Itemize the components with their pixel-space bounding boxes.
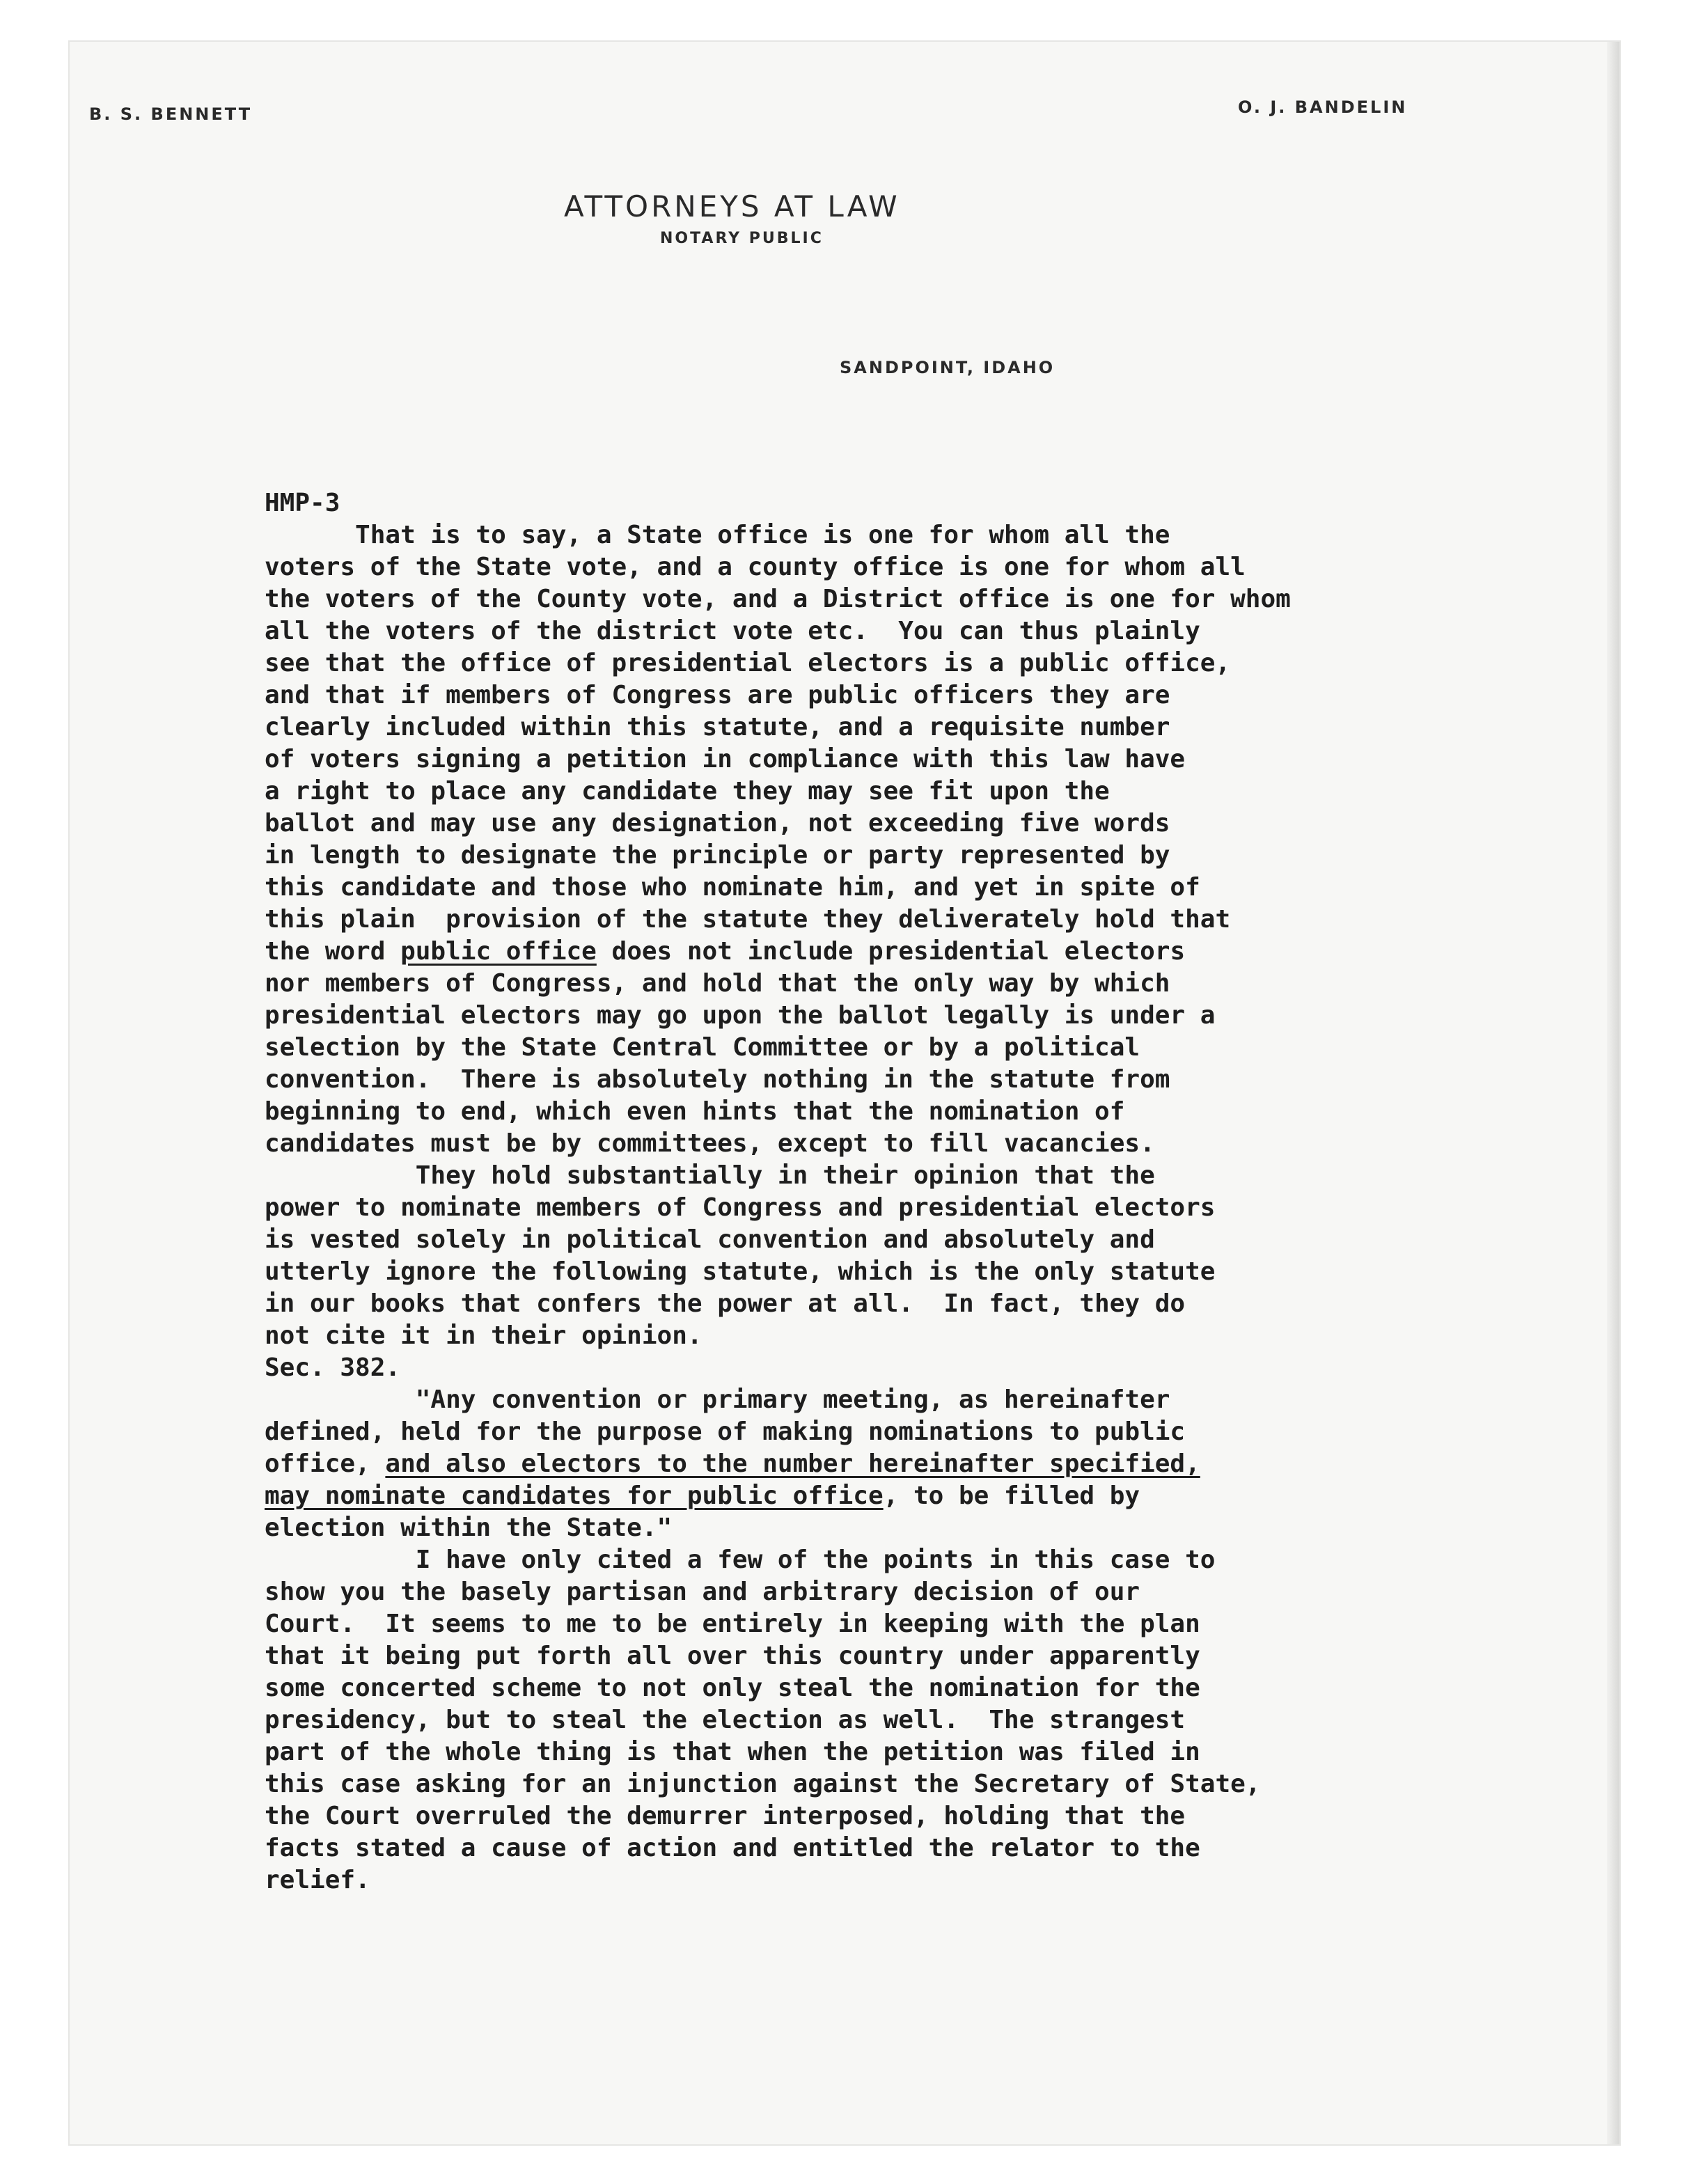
underlined-text: public office (400, 937, 597, 966)
paragraph-1 (265, 519, 1539, 936)
text-line: the voters of the County vote, and a District office is one for whom (265, 585, 1291, 613)
letterhead-subtitle: NOTARY PUBLIC (660, 230, 824, 247)
text-line: voters of the State vote, and a county office is one for whom all (265, 553, 1246, 581)
text-line: They hold substantially in their opinion that the (265, 1161, 1155, 1190)
text-line: see that the office of presidential electors is a public office, (265, 649, 1231, 677)
text-line: nor members of Congress, and hold that the only way by which (265, 969, 1170, 998)
text-line: and that if members of Congress are public officers they are (265, 681, 1170, 709)
text-line: office, and also electors to the number hereinafter specified, (265, 1450, 1200, 1478)
text-line: power to nominate members of Congress and presidential electors (265, 1193, 1216, 1222)
text-line: presidential electors may go upon the ballot legally is under a (265, 1001, 1216, 1030)
text-line: clearly included within this statute, and a requisite number (265, 713, 1170, 741)
text-line: ballot and may use any designation, not exceeding five words (265, 809, 1170, 838)
text-line: relief. (265, 1866, 370, 1894)
paragraph-1-continued (265, 968, 1539, 1160)
text-line: convention. There is absolutely nothing in the statute from (265, 1065, 1170, 1094)
letterhead-location: SANDPOINT, IDAHO (840, 358, 1055, 377)
text-line: this candidate and those who nominate him, and yet in spite of (265, 873, 1200, 902)
text-line: the word public office does not include presidential electors (265, 937, 1186, 966)
text-line: that it being put forth all over this country under apparently (265, 1642, 1200, 1670)
text-line: presidency, but to steal the election as well. The strangest (265, 1706, 1186, 1734)
text-line: all the voters of the district vote etc. You can thus plainly (265, 617, 1200, 645)
text-line: is vested solely in political convention and absolutely and (265, 1225, 1155, 1254)
text-line: of voters signing a petition in compliance with this law have (265, 745, 1186, 773)
letterhead-title: ATTORNEYS AT LAW (564, 189, 900, 223)
text-line: candidates must be by committees, except to fill vacancies. (265, 1129, 1155, 1158)
text-line: "Any convention or primary meeting, as hereinafter (265, 1385, 1170, 1414)
underlined-text: and also electors to the number hereinafter specified, (385, 1450, 1200, 1478)
text-line: some concerted scheme to not only steal the nomination for the (265, 1674, 1200, 1702)
text-line: beginning to end, which even hints that the nomination of (265, 1097, 1125, 1126)
text-line: selection by the State Central Committee or by a political (265, 1033, 1140, 1062)
text-line: not cite it in their opinion. (265, 1321, 703, 1350)
paragraph-3 (265, 1544, 1539, 1896)
text-line: That is to say, a State office is one for whom all the (265, 521, 1170, 549)
page-reference: HMP-3 (265, 489, 340, 517)
text-line: the Court overruled the demurrer interposed, holding that the (265, 1802, 1186, 1830)
text-line: in our books that confers the power at all. In fact, they do (265, 1289, 1186, 1318)
text-line: a right to place any candidate they may see fit upon the (265, 777, 1110, 806)
partner-name-right: O. J. BANDELIN (1238, 97, 1408, 117)
text-line: show you the basely partisan and arbitrary decision of our (265, 1578, 1140, 1606)
text-line: facts stated a cause of action and entitled the relator to the (265, 1834, 1200, 1862)
text-line: utterly ignore the following statute, which is the only statute (265, 1257, 1216, 1286)
text-line: I have only cited a few of the points in this case to (265, 1546, 1216, 1574)
underlined-text: may nominate candidates for public office (265, 1482, 884, 1510)
letter-body (265, 487, 1539, 1896)
paragraph-2 (265, 1160, 1539, 1352)
text-line: part of the whole thing is that when the petition was filed in (265, 1738, 1200, 1766)
text-line: Court. It seems to me to be entirely in keeping with the plan (265, 1610, 1200, 1638)
section-heading: Sec. 382. (265, 1353, 401, 1382)
statute-quote (265, 1384, 1539, 1544)
text-line: may nominate candidates for public office, to be filled by (265, 1482, 1140, 1510)
text-line: election within the State." (265, 1514, 673, 1542)
text-line: in length to designate the principle or party represented by (265, 841, 1170, 870)
partner-name-left: B. S. BENNETT (89, 104, 253, 124)
text-line: defined, held for the purpose of making nominations to public (265, 1417, 1186, 1446)
text-line: this plain provision of the statute they deliverately hold that (265, 905, 1231, 934)
text-line: this case asking for an injunction against the Secretary of State, (265, 1770, 1261, 1798)
